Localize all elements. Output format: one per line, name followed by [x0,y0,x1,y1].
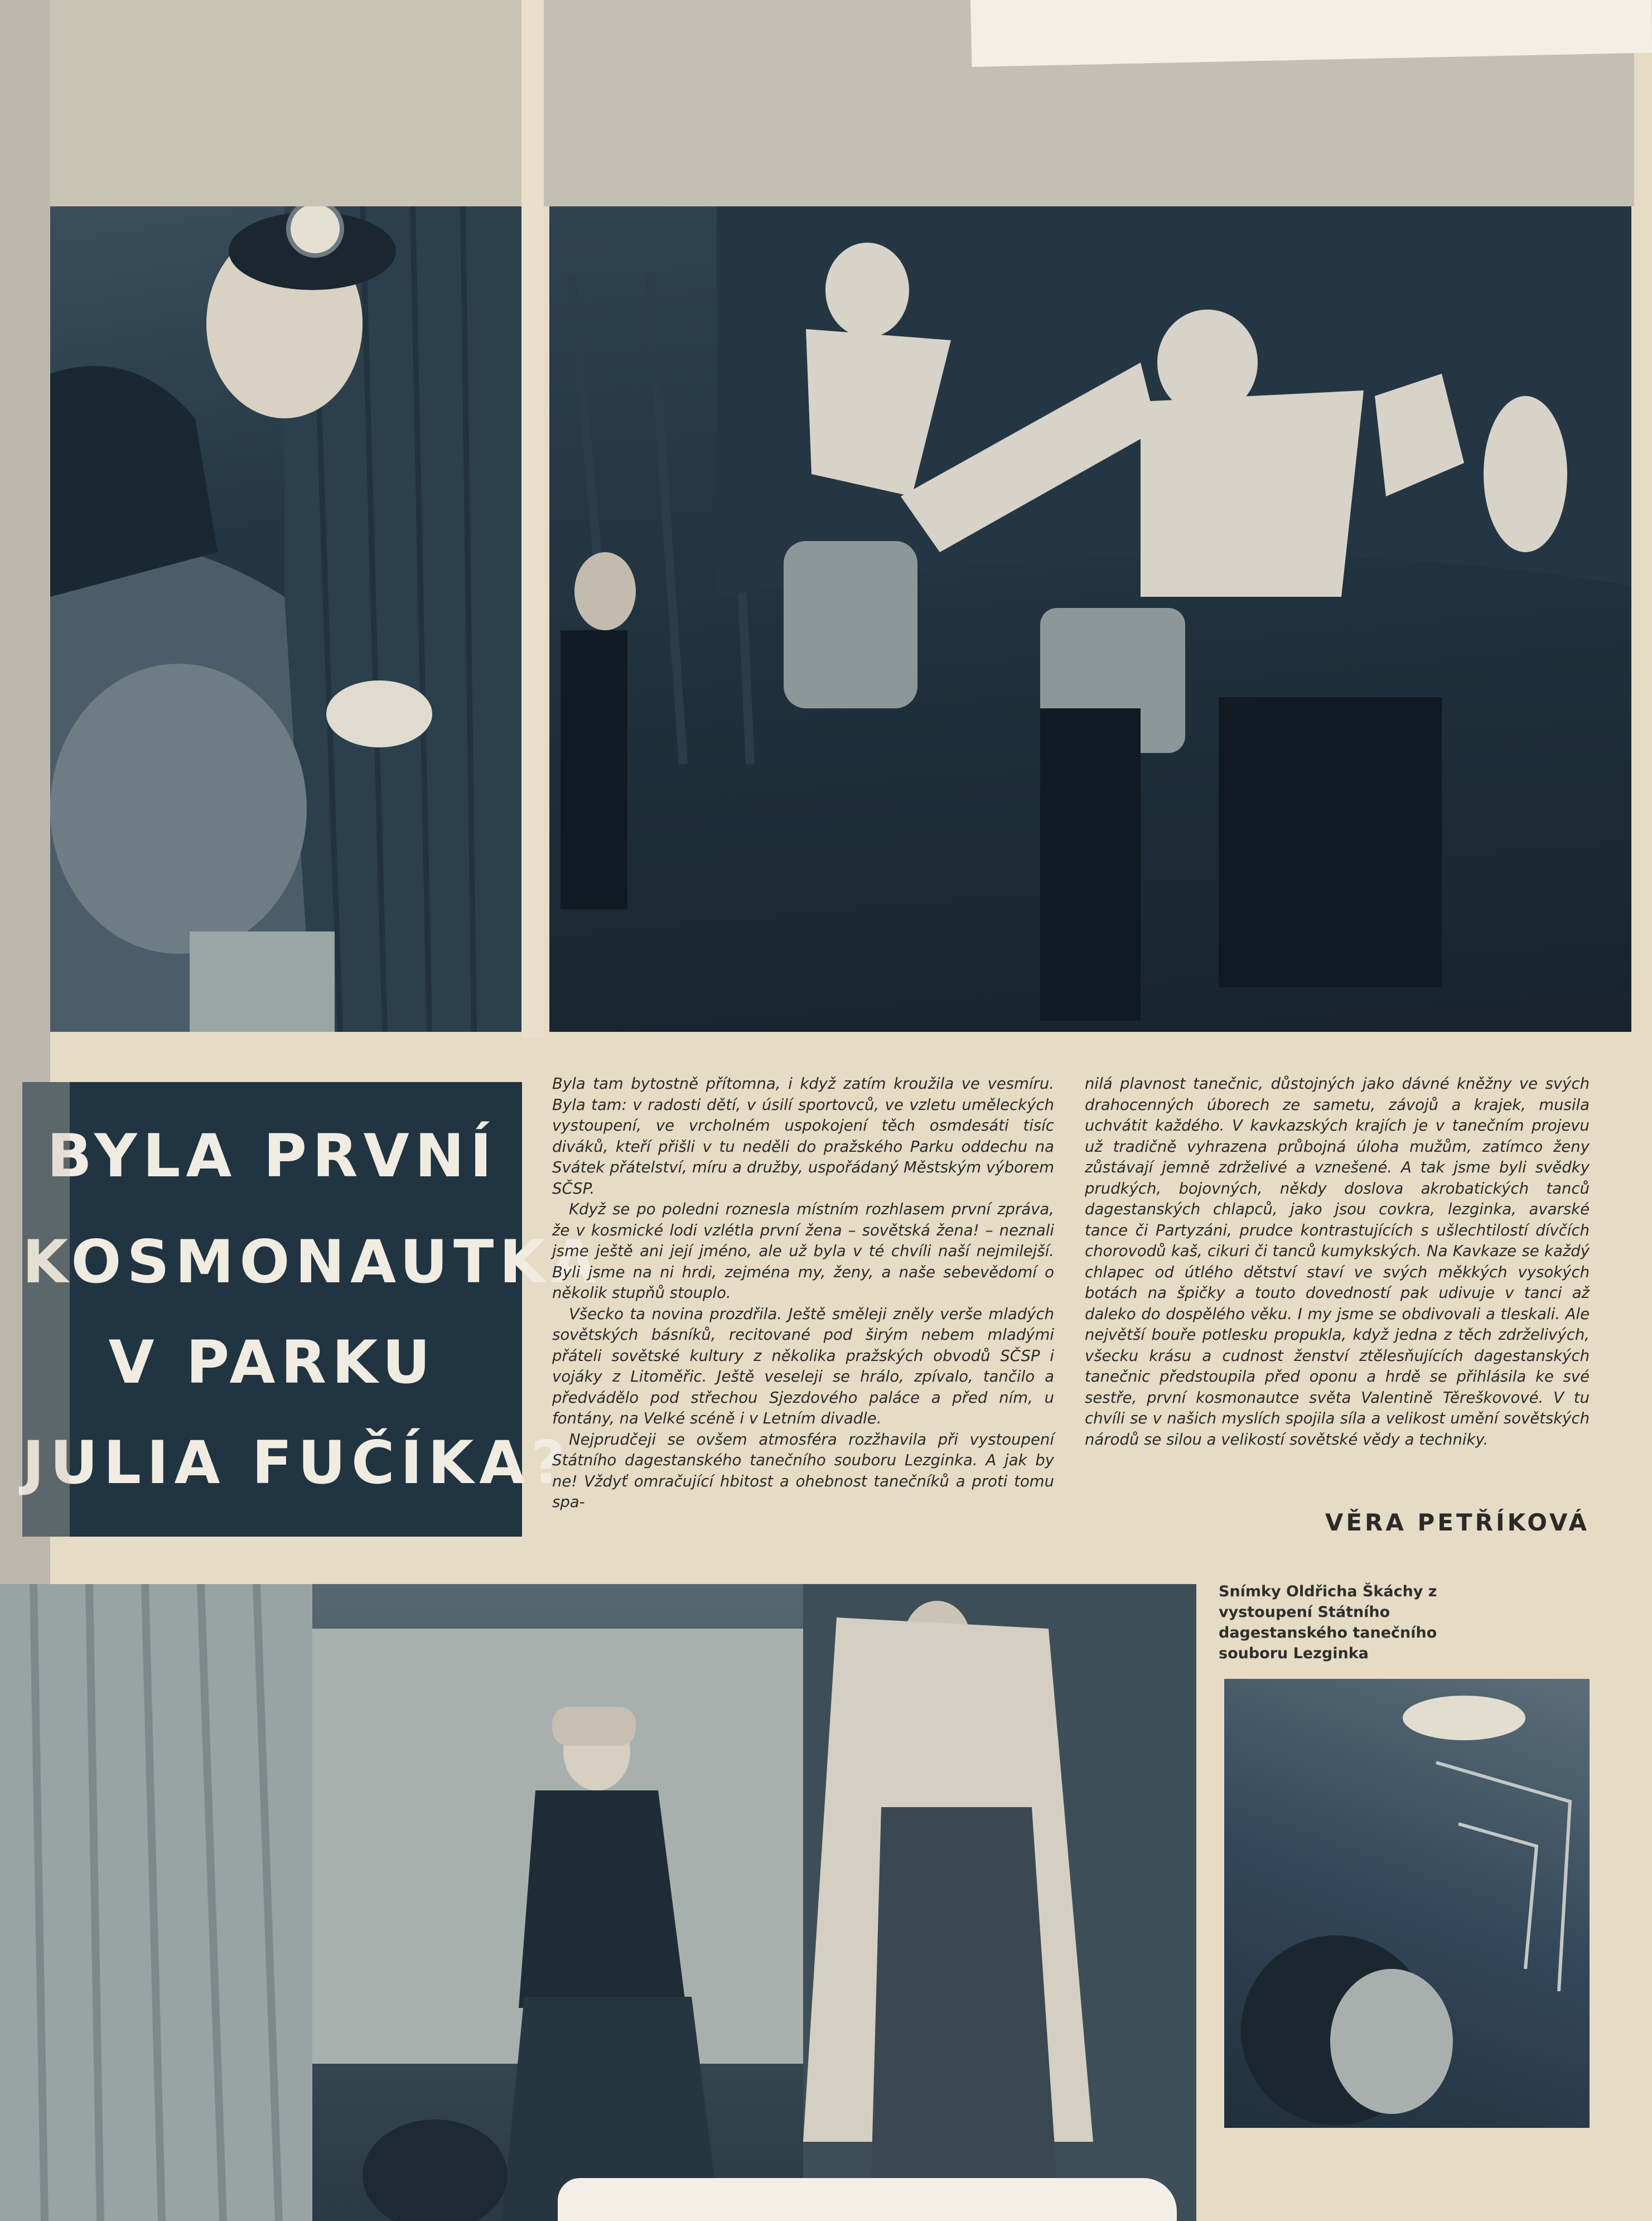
photo-caption: Snímky Oldřicha Škáchy z vystoupení Státního dagestanského tanečního souboru Lezginka [1219,1583,1437,1662]
photo-male-dancers-leaping [549,206,1631,1032]
article-paragraph: Nejprudčeji se ovšem atmosféra rozžhavila při vystoupení Státního dagestanského tanečního souboru Lezginka. A jak by ne! Vždyť omračující hbitost a ohebnost tanečníků a proti tomu spa- [552,1430,1054,1511]
article-column-2 [1085,1074,1590,1450]
article-paragraph: nilá plavnost tanečnic, důstojných jako dávné kněžny ve svých drahocenných úborech ze sametu, závojů a krajek, musila uchvátit každého. V kavkazských krajích je v tanečním projevu už tradičně vyhrazena průbojná úloha mužům, zatímco ženy zůstávají jemně zdrželivé a vznešené. A tak jsme byli svědky prudkých, bojovných, někdy doslova akrobatických tanců dagestanských chlapců, jako jsou covkra, lezginka, avarské tance či Partyzáni, prudce kontrastujících s ušlechtilostí dívčích chorovodů kaš, cikuri či tanců kumykských. Na Kavkaze se každý chlapec od útlého dětství staví ve svých měkkých vysokých botách na špičky a touto dovedností pak udivuje v tanci až daleko do dospělého věku. I my jsme se obdivovali a tleskali. Ale největší bouře potlesku propukla, když jedna z těch zdrželivých, všecku krásu a cudnost ženství ztělesňujících dagestanských tanečnic předstoupila před oponu a hrdě se přihlásila ke své sestře, první kosmonautce světa Valentině Těreškovové. V tu chvíli se v našich myslích spojila síla a velikost umění sovětských národů se silou a velikostí sovětské vědy a techniky. [1085,1075,1590,1449]
article-paragraph: Byla tam bytostně přítomna, i když zatím kroužila ve vesmíru. Byla tam: v radosti dětí, v úsilí sportovců, ve vzletu uměleckých vystoupení, ve vrcholném uspokojení těch osmdesáti tisíc diváků, kteří přišli v tu neděli do pražského Parku oddechu na Svátek přátelství, míru a družby, uspořádaný Městským výborem SČSP. [552,1075,1054,1198]
headline-box [22,1082,602,1537]
article-author: VĚRA PETŘÍKOVÁ [1325,1509,1590,1536]
middle-gutter [521,0,544,1037]
article-column-1 [552,1074,1054,1513]
headline-line-3: V PARKU [108,1328,436,1397]
headline-line-1: BYLA PRVNÍ [47,1122,497,1190]
article-paragraph: Když se po poledni roznesla místním rozhlasem první zpráva, že v kosmické lodi vzlétla první žena – sovětská žena! – neznali jsme ještě ani její jméno, ale už byla v té chvíli naší nejmilejší. Byli jsme na ni hrdi, zejména my, ženy, a naše sebevědomí o několik stupňů stouplo. [552,1200,1054,1302]
top-gray-band-left [0,0,521,206]
photo-female-dancer [50,206,521,1032]
article-paragraph: Všecko ta novina prozdřila. Ještě směleji zněly verše mladých sovětských básníků, recitované pod širým nebem mladými přáteli sovětské kultury z několika pražských obvodů SČSP i vojáky z Litoměřic. Ještě veseleji se hrálo, zpívalo, tančilo a předvádělo pod střechou Sjezdového paláce a před ním, u fontány, na Velké scéně i v Letním divadle. [552,1305,1054,1427]
torn-edge-bottom [558,2178,1177,2221]
photo-male-dancer-portrait [1224,1679,1590,2128]
headline-line-2: KOSMONAUTKA [22,1228,602,1296]
headline-left-edge [22,1082,70,1537]
photo-dancing-couple [0,1584,1196,2221]
headline-line-4: JULIA FUČÍKA? [22,1428,571,1497]
